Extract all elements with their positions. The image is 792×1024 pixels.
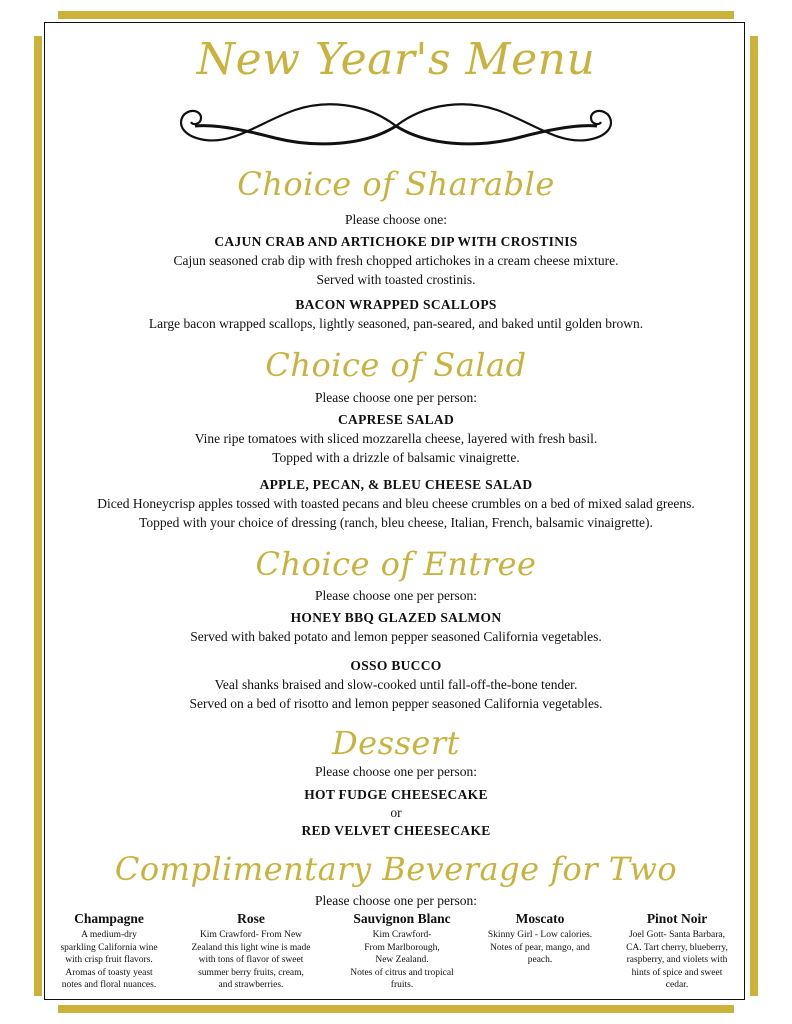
beverage-desc: Joel Gott- Santa Barbara, [628, 930, 726, 940]
beverage-desc: A medium-dry [81, 930, 137, 940]
entree-item-name: HONEY BBQ GLAZED SALMON [290, 610, 502, 625]
entree-item-name: OSSO BUCCO [350, 658, 442, 673]
entree-item-desc: Served on a bed of risotto and lemon pepper seasoned California vegetables. [189, 696, 603, 711]
salad-item-desc: Topped with a drizzle of balsamic vinaigrette. [272, 450, 520, 465]
beverage-champagne [48, 910, 170, 992]
salad-heading: Choice of Salad [265, 346, 527, 384]
beverage-desc: and strawberries. [218, 980, 284, 990]
beverage-name: Moscato [515, 911, 565, 926]
salad-instruction: Please choose one per person: [315, 390, 477, 405]
dessert-or: or [390, 805, 402, 820]
beverage-moscato [476, 910, 604, 967]
beverage-desc: summer berry fruits, cream, [198, 967, 304, 978]
salad-item-name: CAPRESE SALAD [337, 412, 455, 427]
beverage-name: Champagne [74, 911, 144, 926]
entree-heading: Choice of Entree [255, 545, 537, 583]
salad-item-name: APPLE, PECAN, & BLEU CHEESE SALAD [259, 477, 533, 492]
beverage-instruction: Please choose one per person: [315, 893, 477, 908]
entree-instruction: Please choose one per person: [315, 588, 477, 603]
bottom-gold-border [58, 1005, 734, 1013]
beverage-heading: Complimentary Beverage for Two [114, 850, 678, 888]
sharable-item-desc: Cajun seasoned crab dip with fresh chopped artichokes in a cream cheese mixture. [173, 253, 619, 268]
sharable-item-desc: Large bacon wrapped scallops, lightly seasoned, pan-seared, and baked until golden brown. [148, 316, 644, 331]
dessert-heading: Dessert [331, 724, 461, 762]
entree-item-desc: Veal shanks braised and slow-cooked until fall-off-the-bone tender. [214, 677, 578, 692]
salad-item-desc: Diced Honeycrisp apples tossed with toasted pecans and bleu cheese crumbles on a bed of mixed salad greens. [97, 496, 695, 511]
flourish-ornament [175, 96, 617, 156]
beverage-desc: Kim Crawford- From New [199, 930, 303, 940]
beverage-name: Sauvignon Blanc [353, 911, 451, 926]
salad-item-desc: Topped with your choice of dressing (ranch, bleu cheese, Italian, French, balsamic vinaigrette). [139, 515, 653, 530]
menu-title: New Year's Menu [196, 34, 596, 85]
beverage-desc: From Marlborough, [364, 942, 440, 953]
right-gold-border [750, 36, 758, 996]
dessert-option: RED VELVET CHEESECAKE [301, 823, 491, 838]
beverage-desc: with crisp fruit flavors. [65, 955, 153, 965]
beverage-desc: cedar. [665, 980, 689, 990]
salad-item-desc: Vine ripe tomatoes with sliced mozzarella cheese, layered with fresh basil. [194, 431, 598, 446]
beverage-sauvignon-blanc [332, 910, 472, 992]
sharable-instruction: Please choose one: [345, 212, 447, 227]
beverage-desc: notes and floral nuances. [61, 980, 157, 990]
beverage-desc: Zealand this light wine is made [191, 942, 311, 953]
beverage-desc: Aromas of toasty yeast [65, 967, 153, 978]
beverage-desc: Notes of citrus and tropical [350, 967, 454, 978]
beverage-desc: Kim Crawford- [372, 930, 432, 940]
beverage-rose [176, 910, 326, 992]
beverage-desc: Skinny Girl - Low calories. [487, 930, 593, 940]
beverage-desc: with tons of flavor of sweet [198, 955, 304, 965]
dessert-instruction: Please choose one per person: [315, 764, 477, 779]
beverage-name: Pinot Noir [646, 911, 708, 926]
sharable-item-name: BACON WRAPPED SCALLOPS [295, 297, 497, 312]
sharable-item-name: CAJUN CRAB AND ARTICHOKE DIP WITH CROSTINIS [214, 234, 578, 249]
beverage-desc: hints of spice and sweet [631, 967, 723, 978]
beverage-desc: New Zealand. [375, 955, 429, 965]
beverage-desc: fruits. [390, 980, 414, 990]
beverage-desc: CA. Tart cherry, blueberry, [626, 942, 728, 953]
beverage-pinot-noir [608, 910, 746, 992]
sharable-item-desc: Served with toasted crostinis. [316, 272, 476, 287]
beverage-desc: raspberry, and violets with [626, 955, 728, 965]
entree-item-desc: Served with baked potato and lemon pepper seasoned California vegetables. [190, 629, 602, 644]
beverage-name: Rose [237, 911, 265, 926]
beverage-desc: sparkling California wine [60, 942, 158, 953]
beverage-desc: peach. [527, 955, 553, 965]
sharable-heading: Choice of Sharable [237, 165, 555, 203]
dessert-option: HOT FUDGE CHEESECAKE [304, 787, 488, 802]
beverage-desc: Notes of pear, mango, and [490, 942, 590, 953]
top-gold-border [58, 11, 734, 19]
left-gold-border [34, 36, 42, 996]
